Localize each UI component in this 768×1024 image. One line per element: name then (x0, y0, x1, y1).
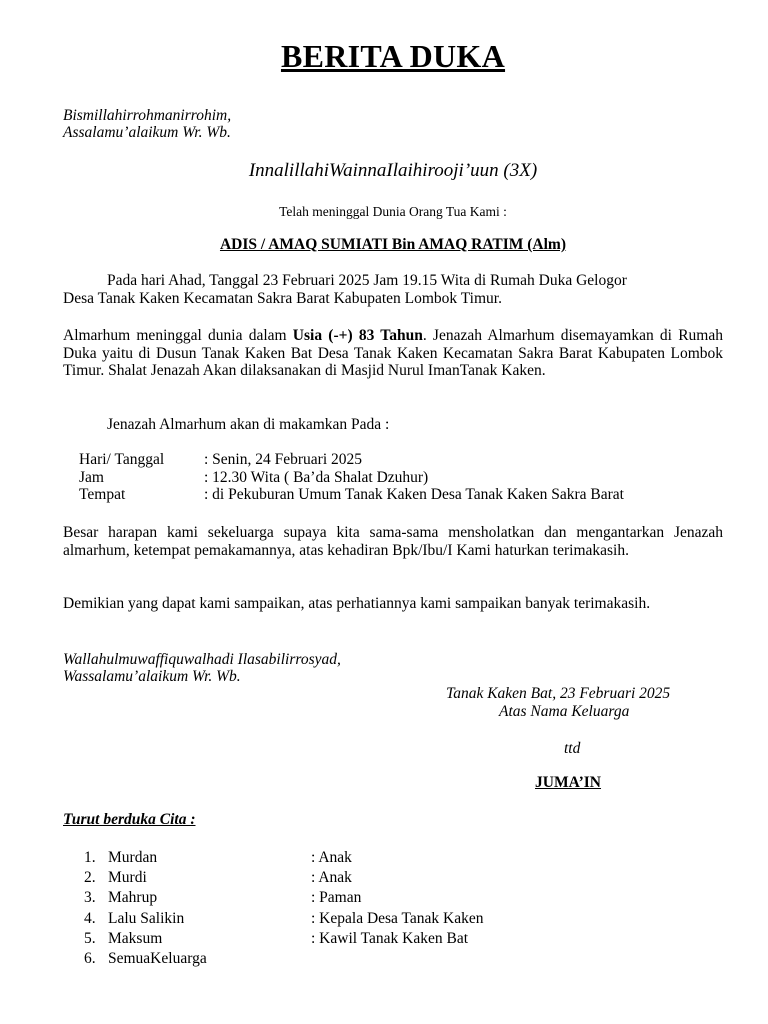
condolence-name: Mahrup (108, 889, 158, 906)
condolence-relation: : Paman (311, 889, 362, 906)
condolence-relation: : Anak (311, 869, 352, 886)
condolence-name: Murdan (108, 849, 158, 866)
paragraph2-post: . Jenazah Almarhum disemayamkan di Rumah Duka yaitu di Dusun Tanak Kaken Bat Desa Tanak Kaken Kecamatan Sakra Barat Kabupaten Lombok Timur. Shalat Jenazah Akan dilaksanakan di Masjid Nurul ImanTanak Kaken. (63, 327, 723, 379)
condolence-num: 1. (84, 849, 96, 866)
signature-on-behalf: Atas Nama Keluarga (499, 703, 630, 720)
condolence-num: 5. (84, 930, 96, 947)
condolence-name: Lalu Salikin (108, 910, 185, 927)
closing-salam: Wassalamu’alaikum Wr. Wb. (63, 668, 241, 685)
paragraph4: Demikian yang dapat kami sampaikan, atas perhatiannya kami sampaikan banyak terimakasih. (63, 595, 651, 612)
paragraph2 (63, 327, 723, 380)
condolence-heading: Turut berduka Cita : (63, 811, 196, 828)
innalillahi-heading: InnalillahiWainnaIlaihirooji’uun (3X) (248, 160, 538, 181)
burial-intro: Jenazah Almarhum akan di makamkan Pada : (107, 416, 390, 433)
document-title: BERITA DUKA (280, 38, 506, 74)
condolence-num: 4. (84, 910, 96, 927)
burial-label-time: Jam (79, 469, 104, 486)
burial-label-date: Hari/ Tanggal (79, 451, 165, 468)
closing-wallahul: Wallahulmuwaffiquwalhadi Ilasabilirrosyad, (63, 651, 341, 668)
burial-label-place: Tempat (79, 486, 126, 503)
paragraph2-pre: Almarhum meninggal dunia dalam (63, 327, 293, 344)
age-text: Usia (-+) 83 Tahun (292, 327, 423, 344)
burial-value-date: : Senin, 24 Februari 2025 (204, 451, 362, 468)
paragraph3: Besar harapan kami sekeluarga supaya kita sama-sama mensholatkan dan mengantarkan Jenazah almarhum, ketempat pemakamannya, atas kehadiran Bpk/Ibu/I Kami haturkan terimakasih. (63, 524, 723, 559)
opening-bismillah: Bismillahirrohmanirrohim, (63, 107, 232, 124)
opening-salam: Assalamu’alaikum Wr. Wb. (63, 124, 231, 141)
deceased-name-line (63, 236, 723, 254)
signature-ttd: ttd (564, 740, 581, 757)
condolence-num: 6. (84, 950, 96, 967)
paragraph1-line1: Pada hari Ahad, Tanggal 23 Februari 2025 Jam 19.15 Wita di Rumah Duka Gelogor (107, 272, 627, 289)
condolence-name: Murdi (108, 869, 147, 886)
burial-value-place: : di Pekuburan Umum Tanak Kaken Desa Tanak Kaken Sakra Barat (204, 486, 624, 503)
condolence-name: SemuaKeluarga (108, 950, 207, 967)
condolence-relation: : Anak (311, 849, 352, 866)
deceased-name: ADIS / AMAQ SUMIATI Bin AMAQ RATIM (Alm) (219, 236, 567, 253)
condolence-relation: : Kepala Desa Tanak Kaken (311, 910, 484, 927)
condolence-num: 2. (84, 869, 96, 886)
signature-name: JUMA’IN (535, 774, 602, 791)
burial-value-time: : 12.30 Wita ( Ba’da Shalat Dzuhur) (204, 469, 429, 486)
condolence-name: Maksum (108, 930, 163, 947)
condolence-relation: : Kawil Tanak Kaken Bat (311, 930, 469, 947)
condolence-num: 3. (84, 889, 96, 906)
signature-place-date: Tanak Kaken Bat, 23 Februari 2025 (446, 685, 671, 702)
intro-text: Telah meninggal Dunia Orang Tua Kami : (279, 204, 507, 219)
paragraph1-line2: Desa Tanak Kaken Kecamatan Sakra Barat Kabupaten Lombok Timur. (63, 290, 502, 307)
